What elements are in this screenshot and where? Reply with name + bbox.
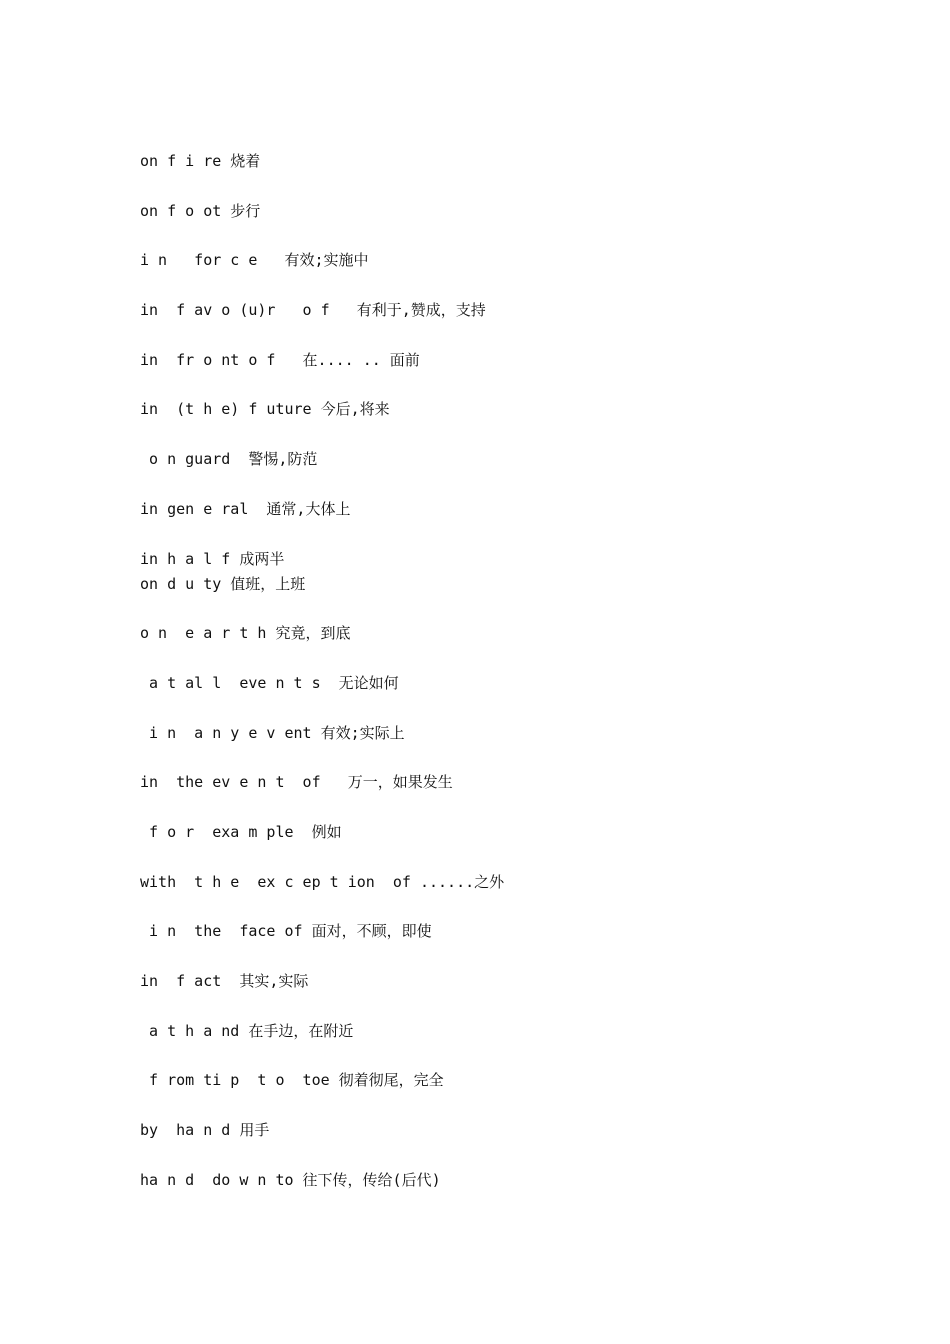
phrase-entry: o n e a r t h 究竟，到底: [140, 624, 351, 643]
phrase-entry: i n the face of 面对，不顾，即使: [140, 922, 432, 941]
phrase-entry: i n for c e 有效;实施中: [140, 251, 369, 270]
phrase-entry: with t h e ex c ep t ion of ......之外: [140, 872, 505, 891]
phrase-entry: on f i re 烧着: [140, 152, 261, 170]
phrase-entry: i n a n y e v ent 有效;实际上: [140, 723, 405, 742]
phrase-entry: in fr o nt o f 在.... .. 面前: [140, 350, 420, 369]
phrase-entry: ha n d do w n to 往下传，传给(后代): [140, 1170, 441, 1189]
phrase-entry: a t al l eve n t s 无论如何: [140, 673, 399, 692]
phrase-entry: on d u ty 值班，上班: [140, 574, 306, 593]
phrase-list: [140, 151, 840, 1190]
phrase-entry: in h a l f 成两半: [140, 549, 285, 568]
phrase-entry: in gen e ral 通常,大体上: [140, 499, 351, 518]
phrase-entry: in f av o (u)r o f 有利于,赞成，支持: [140, 301, 486, 320]
phrase-entry: in f act 其实,实际: [140, 972, 309, 990]
phrase-entry: by ha n d 用手: [140, 1121, 270, 1140]
phrase-entry: f o r exa m ple 例如: [140, 822, 342, 841]
phrase-entry: in the ev e n t of 万一，如果发生: [140, 773, 453, 792]
phrase-entry: in (t h e) f uture 今后,将来: [140, 400, 390, 419]
phrase-entry: on f o ot 步行: [140, 201, 261, 220]
phrase-entry: a t h a nd 在手边，在附近: [140, 1021, 354, 1040]
phrase-entry: o n guard 警惕,防范: [140, 450, 318, 469]
phrase-entry: f rom ti p t o toe 彻着彻尾，完全: [140, 1071, 444, 1090]
